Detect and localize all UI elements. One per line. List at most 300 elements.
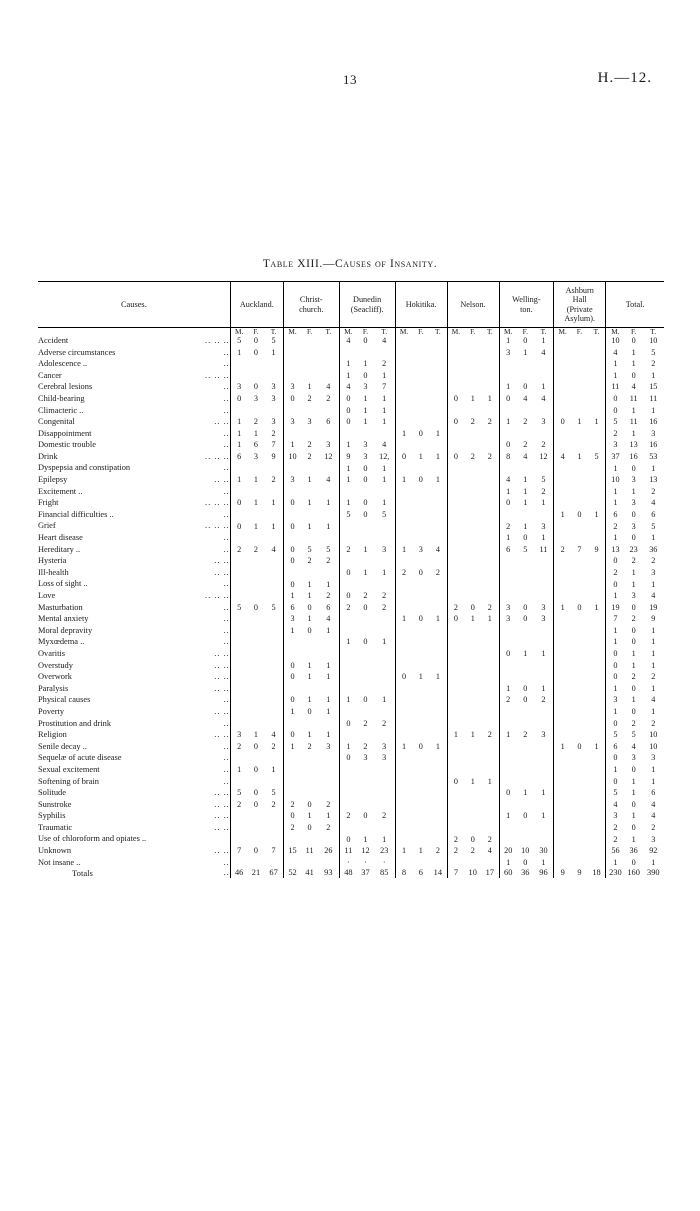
row-cell: 1 [523,347,528,357]
row-cell: 0 [606,648,625,660]
row-leader-dots: .. [223,776,230,786]
row-cell [588,591,606,603]
row-cell: 9 [271,451,276,461]
table-row [38,521,664,533]
subheader-nelson-t: T. [486,327,493,336]
row-cell [264,648,283,660]
row-cell [429,695,447,707]
row-cell [301,683,318,695]
row-cell [264,660,283,672]
row-cell [447,382,464,394]
subheader-auckland-t: T. [270,327,277,336]
row-cell [230,811,247,823]
row-cell: 2 [651,822,656,832]
row-cell: 12 [539,451,548,461]
row-cell [264,405,283,417]
row-cell: 12 [361,846,370,856]
row-cell: 1 [326,521,331,531]
row-cell: 20 [499,846,517,858]
row-cell: 1 [651,765,656,775]
subheader-wellington-m: M. [499,328,517,336]
row-cell [588,405,606,417]
row-cell [248,660,265,672]
row-cell: 12 [324,451,333,461]
row-cell: 2 [363,591,368,601]
row-cell: 15 [283,846,301,858]
totals-cell: 85 [380,867,389,877]
row-cell: 2 [487,451,492,461]
row-cell: 1 [631,695,636,705]
row-cell [395,393,412,405]
row-cell [264,672,283,684]
row-cell [357,625,374,637]
row-cell [339,672,357,684]
row-cell: 5 [230,602,247,614]
table-row [38,683,664,695]
subheader-row [38,328,664,336]
row-cell: 0 [363,370,368,380]
row-cell [554,533,571,545]
row-cell: 1 [230,428,247,440]
row-cell [374,706,395,718]
row-cell [447,521,464,533]
row-cell [301,359,318,371]
row-cell: 23 [629,544,638,554]
totals-cell: 7 [447,869,464,878]
row-cell: 7 [606,614,625,626]
row-cell [429,533,447,545]
row-cell [301,857,318,869]
table-row [38,417,664,429]
row-cell: 9 [594,544,599,554]
row-cell [534,822,554,834]
row-cell [571,764,588,776]
row-cell [318,567,339,579]
row-cell: 1 [307,672,312,682]
row-cell [554,730,571,742]
row-cell [554,822,571,834]
row-cell [230,359,247,371]
row-cell [517,764,534,776]
subheader-wellington-f: F. [522,327,528,336]
row-cell: 3 [283,475,301,487]
row-cell: 0 [363,602,368,612]
row-cell [248,579,265,591]
row-cell [412,718,429,730]
row-cell [481,463,499,475]
row-leader-dots: .. .. .. [205,335,230,345]
row-cell: 2 [523,730,528,740]
table-row [38,753,664,765]
row-cell [571,637,588,649]
row-cell [534,509,554,521]
row-cell [447,822,464,834]
row-cell [464,382,481,394]
row-cell [283,776,301,788]
row-cell [395,509,412,521]
row-cell [517,822,534,834]
row-cell [571,347,588,359]
row-cell: 1 [363,834,368,844]
row-cell: 7 [382,382,387,392]
row-cell [481,544,499,556]
row-cell: 0 [499,788,517,800]
row-cell: · [339,857,357,869]
row-cell [499,591,517,603]
row-cell: 1 [230,440,247,452]
row-cell [248,486,265,498]
row-cell: 11 [629,394,638,404]
row-cell: 1 [499,486,517,498]
subheader-hokitika-f: F. [418,327,424,336]
row-cell [499,625,517,637]
row-cell: 4 [631,382,636,392]
row-cell: 5 [594,451,599,461]
row-leader-dots: .. [223,440,230,450]
row-cell: 0 [447,393,464,405]
row-cell [395,556,412,568]
row-cell [412,857,429,869]
row-cell [248,648,265,660]
row-cell [339,648,357,660]
subheader-total-f: F. [630,327,637,336]
table-row [38,463,664,475]
row-cell: 53 [649,451,658,461]
row-cell [395,347,412,359]
row-cause-label: Use of chloroform and opiates .. [38,834,147,844]
row-cell [412,382,429,394]
row-cell: 36 [649,544,658,554]
row-cell: 3 [283,382,301,394]
row-cell [395,788,412,800]
row-cell [588,811,606,823]
row-cell: 0 [606,556,625,568]
row-cell: 10 [606,475,625,487]
row-cell [248,776,265,788]
row-cell [301,753,318,765]
row-cell: 1 [651,579,656,589]
row-cell [499,567,517,579]
row-cell [571,556,588,568]
row-cell: 0 [283,672,301,684]
row-cause-label: Overstudy [38,660,73,670]
row-cell [554,567,571,579]
row-cell [357,683,374,695]
row-cell: 1 [283,706,301,718]
row-cell: 2 [470,846,475,856]
row-cell [395,370,412,382]
row-cell [481,335,499,347]
row-cell [464,359,481,371]
row-cell [554,359,571,371]
row-cell [481,556,499,568]
row-cell: 2 [606,521,625,533]
row-cell: 3 [271,417,276,427]
row-cell: 1 [382,637,387,647]
row-cell [374,764,395,776]
row-cell [374,672,395,684]
row-cell [230,370,247,382]
row-cell: 1 [363,567,368,577]
row-cell: 0 [631,533,636,543]
row-cell: 1 [499,683,517,695]
totals-cell: 9 [577,867,582,877]
row-cell [481,475,499,487]
row-cell: 3 [363,440,368,450]
row-cell: 5 [230,788,247,800]
row-cell [374,625,395,637]
row-cell: 0 [606,776,625,788]
row-cause-label: Hereditary .. [38,544,81,554]
row-cell [534,556,554,568]
row-cell [412,533,429,545]
row-cell: 1 [651,370,656,380]
table-row [38,382,664,394]
row-cell: 10 [649,730,658,740]
row-cell [301,335,318,347]
row-cell [554,486,571,498]
row-cell [339,730,357,742]
row-cell [395,822,412,834]
row-cell: 2 [307,394,312,404]
table-row [38,533,664,545]
row-cell [464,695,481,707]
row-cell [301,567,318,579]
row-cell: 1 [541,788,546,798]
row-cell: 0 [606,393,625,405]
row-cell: 4 [554,451,571,463]
row-cell: 2 [326,799,331,809]
row-cell: 4 [499,475,517,487]
row-cause-label: Epilepsy [38,475,68,485]
row-cell [517,741,534,753]
table-row [38,335,664,347]
row-cell [339,625,357,637]
row-cell [248,637,265,649]
row-cell: 10 [521,846,530,856]
row-leader-dots [172,834,230,846]
subheader-dunedin-t: T. [381,327,388,336]
row-cell [395,463,412,475]
row-cell: 3 [382,753,387,763]
row-cell [395,706,412,718]
row-cell [339,533,357,545]
row-cell [464,579,481,591]
row-cell: 0 [283,695,301,707]
row-cell: 4 [523,451,528,461]
row-cell: 0 [631,602,636,612]
row-cell: 3 [651,753,656,763]
row-cell [283,428,301,440]
row-leader-dots: .. [223,579,230,589]
table-row [38,486,664,498]
row-cell: 1 [651,637,656,647]
row-cell: 2 [606,567,625,579]
row-cell: 2 [651,672,656,682]
row-cell: 0 [523,336,528,346]
row-cell [517,579,534,591]
row-cell: 1 [339,741,357,753]
row-cell: 0 [253,382,258,392]
row-cell [301,834,318,846]
row-cell [481,637,499,649]
row-cell [534,672,554,684]
row-cell [264,834,283,846]
row-cell [374,730,395,742]
column-header-total: Total. [606,282,664,328]
row-cell [429,602,447,614]
row-cell: 13 [606,544,625,556]
row-cell [554,834,571,846]
row-cell: 1 [435,614,440,624]
row-cell [429,556,447,568]
table-row [38,567,664,579]
row-cell: 1 [326,498,331,508]
column-header-christchurch: Christ- church. [283,282,339,328]
row-cell [571,776,588,788]
row-cause-label: Financial difficulties .. [38,509,114,519]
row-cell [412,625,429,637]
row-cell [464,405,481,417]
row-cell: 1 [382,463,387,473]
row-cell [429,648,447,660]
row-cell [357,822,374,834]
row-cell [283,753,301,765]
row-cell [395,359,412,371]
row-cause-label: Grief [38,521,56,531]
table-row [38,625,664,637]
row-cell: 2 [326,822,331,832]
row-cell [318,683,339,695]
row-cell [318,405,339,417]
row-cell [588,857,606,869]
row-cell: 2 [487,730,492,740]
row-cell [588,475,606,487]
row-cell: 11 [606,382,625,394]
row-cell [554,463,571,475]
row-cell [588,382,606,394]
row-cell [447,509,464,521]
row-cell: 1 [606,463,625,475]
row-cell: 4 [326,382,331,392]
row-cell [464,753,481,765]
row-cell [447,591,464,603]
row-cell [464,648,481,660]
row-cell: 1 [631,834,636,844]
row-cell: 4 [541,347,546,357]
row-cell: 0 [283,556,301,568]
row-cell [339,788,357,800]
row-cell [464,498,481,510]
table-row [38,544,664,556]
row-cell [464,683,481,695]
row-cell [395,579,412,591]
row-cell: 5 [606,730,625,742]
row-cell [412,834,429,846]
row-cell [357,521,374,533]
row-cell: 0 [523,811,528,821]
row-cell: 1 [523,486,528,496]
row-cell [534,741,554,753]
row-cell: 1 [363,544,368,554]
row-cause-label: Sequelæ of acute disease [38,753,122,763]
table-row [38,614,664,626]
row-cell [412,730,429,742]
row-cell [554,382,571,394]
row-cell [447,625,464,637]
row-cause-label: Child-bearing [38,393,85,403]
row-cell [374,788,395,800]
row-cell: 0 [523,683,528,693]
row-leader-dots: .. .. [214,672,230,682]
row-cell: 3 [651,428,656,438]
row-cell: 1 [395,544,412,556]
row-cell [517,834,534,846]
row-cell: 0 [418,567,423,577]
row-cell [447,405,464,417]
row-cell: 2 [382,359,387,369]
row-cell [264,695,283,707]
row-cell [534,579,554,591]
row-cell [447,428,464,440]
row-cell [571,706,588,718]
row-cell [464,706,481,718]
row-cell [357,533,374,545]
row-cell: 1 [651,660,656,670]
row-cell: 10 [649,741,658,751]
row-cell [412,556,429,568]
row-cell: 1 [577,417,582,427]
row-cell [283,359,301,371]
table-row [38,672,664,684]
row-cell [588,393,606,405]
row-cell [517,799,534,811]
row-cell [248,625,265,637]
column-header-wellington: Welling- ton. [499,282,554,328]
row-cell: 3 [606,695,625,707]
row-cell [554,614,571,626]
row-cell: 0 [523,695,528,705]
row-cell [248,706,265,718]
row-cell: 2 [606,834,625,846]
row-cell: 1 [631,347,636,357]
row-cell [481,428,499,440]
row-cell: 4 [435,544,440,554]
row-cell [571,359,588,371]
row-cell: 5 [651,521,656,531]
row-cell: 2 [606,428,625,440]
row-cell: 2 [339,811,357,823]
table-row [38,834,664,846]
row-cell [481,533,499,545]
row-cell: 2 [271,428,276,438]
row-cell [374,428,395,440]
row-cell [283,335,301,347]
row-cell: 0 [447,614,464,626]
row-cell [429,486,447,498]
row-cell [534,428,554,440]
row-cell [301,370,318,382]
row-cell: 1 [339,475,357,487]
row-cell: 3 [606,811,625,823]
totals-cell: 96 [539,867,548,877]
row-cell [283,683,301,695]
row-cell: 1 [307,660,312,670]
row-cell: 1 [382,475,387,485]
row-cell: 3 [418,544,423,554]
row-cell [534,463,554,475]
subheader-dunedin-m: M. [339,328,357,336]
